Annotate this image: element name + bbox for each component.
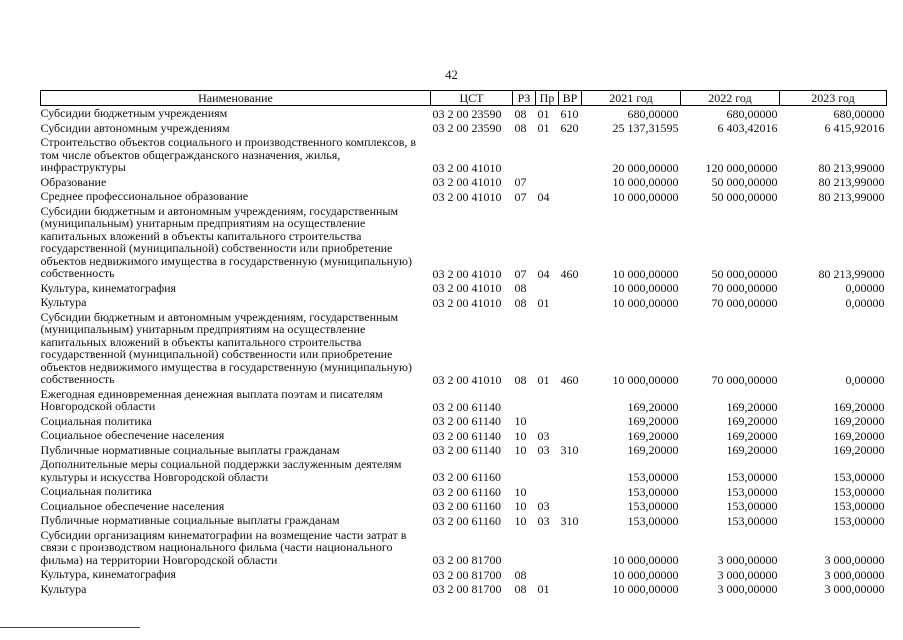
header-rz: РЗ [513, 91, 536, 106]
cell-y2021: 10 000,00000 [612, 189, 679, 204]
cell-rz: 08 [514, 567, 527, 582]
cell-y2023: 153,00000 [833, 470, 885, 484]
cell-vr: 460 [560, 266, 579, 281]
cell-y2022: 120 000,00000 [705, 160, 778, 175]
cell-y2023: 680,00000 [833, 106, 885, 121]
table-row [41, 567, 887, 582]
cell-csr: 03 2 00 23590 [432, 121, 502, 135]
cell-rz: 07 [514, 175, 527, 189]
table-row [41, 457, 887, 484]
table-row [41, 106, 887, 121]
cell-rz: 10 [514, 414, 527, 428]
cell-y2022: 169,20000 [726, 414, 778, 428]
page-number: 42 [445, 68, 458, 82]
cell-pr: 03 [537, 428, 550, 443]
cell-vr: 310 [560, 513, 579, 528]
cell-vr [559, 281, 582, 296]
cell-pr: 01 [537, 106, 550, 121]
cell-name: Субсидии организациям кинематографии на возмещение части затрат в связи с производством национального фильма (части национального фильма) на территории Новгородской области [40, 527, 407, 567]
cell-name: Социальная политика [40, 484, 152, 498]
cell-y2023: 0,00000 [845, 295, 885, 310]
cell-y2021: 10 000,00000 [612, 582, 679, 596]
budget-table [40, 90, 887, 596]
cell-pr [536, 528, 559, 568]
cell-name: Субсидии бюджетным и автономным учреждениям, государственным (муниципальным) унитарным предприятиям на осуществление капитальных вложений в объекты капитального строительства государственной (муниципальной) собственности или приобретение объектов недвижимого имущества в государственную (муниципальную) собственность [40, 309, 412, 386]
table-header-row [41, 91, 887, 106]
table-row [41, 310, 887, 387]
table-row [41, 414, 887, 429]
cell-name: Субсидии бюджетным и автономным учреждениям, государственным (муниципальным) унитарным предприятиям на осуществление капитальных вложений в объекты капитального строительства государственной (муниципальной) собственности или приобретение объектов недвижимого имущества в государственную (муниципальную) собственность [40, 203, 412, 280]
cell-y2022: 70 000,00000 [711, 295, 778, 310]
cell-vr [559, 135, 582, 175]
cell-y2022: 169,20000 [726, 428, 778, 443]
cell-csr: 03 2 00 61160 [432, 499, 502, 513]
cell-y2021: 169,20000 [627, 399, 679, 414]
cell-name: Культура [40, 581, 87, 596]
cell-rz: 07 [514, 189, 527, 204]
cell-y2023: 3 000,00000 [824, 567, 885, 582]
cell-vr [559, 295, 582, 310]
cell-name: Строительство объектов социального и производственного комплексов, в том числе объектов общегражданского назначения, жилья, инфраструктуры [40, 135, 417, 174]
cell-y2023: 80 213,99000 [818, 160, 885, 175]
cell-y2022: 153,00000 [726, 484, 778, 499]
cell-csr: 03 2 00 41010 [432, 295, 502, 310]
cell-vr: 460 [560, 372, 579, 387]
cell-pr: 04 [537, 266, 550, 281]
cell-name: Социальная политика [40, 413, 152, 428]
cell-rz: 08 [514, 372, 527, 387]
header-vr: ВР [559, 91, 582, 106]
cell-csr: 03 2 00 41010 [432, 372, 502, 387]
cell-pr [536, 457, 559, 484]
cell-vr: 610 [560, 106, 579, 121]
cell-rz: 08 [514, 121, 527, 135]
table-row [41, 135, 887, 175]
cell-csr: 03 2 00 41010 [432, 189, 502, 204]
cell-y2022: 680,00000 [726, 106, 778, 121]
cell-csr: 03 2 00 61160 [432, 484, 502, 499]
cell-name: Культура, кинематография [40, 280, 177, 295]
cell-rz [513, 387, 536, 414]
cell-y2023: 169,20000 [833, 399, 885, 414]
table-row [41, 484, 887, 499]
cell-pr [536, 567, 559, 582]
cell-csr: 03 2 00 41010 [432, 266, 502, 281]
table-row [41, 443, 887, 458]
cell-y2021: 25 137,31595 [612, 121, 679, 135]
table-row [41, 582, 887, 597]
cell-name: Социальное обеспечение населения [40, 428, 225, 442]
cell-rz: 08 [514, 281, 527, 295]
table-row [41, 189, 887, 204]
cell-name: Публичные нормативные социальные выплаты гражданам [40, 442, 340, 457]
cell-csr: 03 2 00 61160 [432, 513, 502, 528]
cell-name: Культура, кинематография [40, 567, 177, 581]
table-row [41, 121, 887, 136]
cell-pr: 01 [537, 295, 550, 310]
cell-y2023: 153,00000 [833, 513, 885, 528]
cell-pr: 03 [537, 513, 550, 528]
cell-y2022: 3 000,00000 [717, 582, 778, 596]
cell-y2022: 169,20000 [726, 443, 778, 457]
cell-y2021: 153,00000 [627, 499, 679, 513]
cell-vr [559, 428, 582, 443]
cell-csr: 03 2 00 61140 [432, 414, 502, 428]
cell-csr: 03 2 00 23590 [432, 106, 502, 121]
cell-y2022: 153,00000 [726, 499, 778, 513]
cell-vr [559, 189, 582, 204]
cell-vr [559, 567, 582, 582]
cell-csr: 03 2 00 81700 [432, 553, 502, 567]
cell-y2021: 169,20000 [627, 443, 679, 457]
cell-pr [536, 281, 559, 296]
cell-vr [559, 528, 582, 568]
cell-y2021: 153,00000 [627, 470, 679, 484]
table-body [41, 106, 887, 597]
cell-vr: 620 [560, 121, 579, 135]
cell-pr: 04 [537, 189, 550, 204]
header-2022: 2022 год [681, 91, 780, 106]
table-row [41, 204, 887, 281]
cell-rz: 10 [514, 428, 527, 443]
cell-vr [559, 175, 582, 190]
footer-divider [0, 627, 140, 628]
cell-vr [559, 387, 582, 414]
table-row [41, 528, 887, 568]
cell-y2021: 10 000,00000 [612, 567, 679, 582]
table-row [41, 428, 887, 443]
cell-y2023: 169,20000 [833, 414, 885, 428]
cell-rz: 10 [514, 499, 527, 513]
cell-name: Субсидии бюджетным учреждениям [40, 106, 228, 120]
cell-pr: 01 [537, 582, 550, 596]
cell-pr [536, 484, 559, 499]
cell-y2022: 3 000,00000 [717, 553, 778, 567]
cell-name: Дополнительные меры социальной поддержки заслуженным деятелям культуры и искусства Новгородской области [40, 457, 402, 484]
cell-y2022: 70 000,00000 [711, 281, 778, 295]
table-row [41, 499, 887, 514]
cell-y2023: 80 213,99000 [818, 175, 885, 189]
cell-y2021: 10 000,00000 [612, 553, 679, 567]
cell-rz: 08 [514, 582, 527, 596]
cell-y2021: 10 000,00000 [612, 175, 679, 189]
cell-pr: 01 [537, 121, 550, 135]
cell-y2023: 0,00000 [845, 372, 885, 387]
header-2023: 2023 год [780, 91, 887, 106]
cell-rz: 08 [514, 295, 527, 310]
cell-y2022: 70 000,00000 [711, 372, 778, 387]
cell-vr [559, 414, 582, 429]
cell-y2021: 169,20000 [627, 428, 679, 443]
table-row [41, 295, 887, 310]
cell-rz: 10 [514, 513, 527, 528]
cell-vr [559, 582, 582, 597]
cell-rz: 10 [514, 443, 527, 457]
cell-y2023: 80 213,99000 [818, 266, 885, 281]
cell-y2023: 3 000,00000 [824, 582, 885, 596]
cell-name: Среднее профессиональное образование [40, 189, 249, 203]
cell-y2023: 0,00000 [845, 281, 885, 295]
table-row [41, 387, 887, 414]
cell-y2022: 50 000,00000 [711, 175, 778, 189]
cell-name: Культура [40, 295, 87, 309]
cell-y2022: 153,00000 [726, 470, 778, 484]
cell-pr [536, 414, 559, 429]
cell-vr [559, 499, 582, 514]
cell-rz: 07 [514, 266, 527, 281]
cell-y2023: 169,20000 [833, 428, 885, 443]
cell-y2021: 10 000,00000 [612, 281, 679, 295]
cell-rz [513, 528, 536, 568]
cell-y2022: 50 000,00000 [711, 266, 778, 281]
cell-y2023: 6 415,92016 [824, 121, 885, 135]
cell-rz [513, 135, 536, 175]
cell-vr: 310 [560, 443, 579, 457]
cell-csr: 03 2 00 41010 [432, 160, 502, 175]
cell-csr: 03 2 00 41010 [432, 175, 502, 189]
cell-name: Образование [40, 174, 107, 189]
table-row [41, 513, 887, 528]
cell-csr: 03 2 00 61140 [432, 399, 502, 414]
cell-y2023: 80 213,99000 [818, 189, 885, 204]
cell-csr: 03 2 00 61140 [432, 428, 502, 443]
cell-name: Ежегодная единовременная денежная выплата поэтам и писателям Новгородской области [40, 386, 383, 413]
cell-y2022: 50 000,00000 [711, 189, 778, 204]
cell-y2021: 10 000,00000 [612, 295, 679, 310]
cell-y2021: 20 000,00000 [612, 160, 679, 175]
cell-pr: 03 [537, 443, 550, 457]
cell-name: Публичные нормативные социальные выплаты гражданам [40, 513, 340, 527]
cell-csr: 03 2 00 41010 [432, 281, 502, 295]
cell-pr: 03 [537, 499, 550, 513]
cell-y2023: 153,00000 [833, 484, 885, 499]
cell-vr [559, 457, 582, 484]
cell-vr [559, 484, 582, 499]
cell-y2023: 3 000,00000 [824, 553, 885, 567]
cell-rz: 08 [514, 106, 527, 121]
table-row [41, 175, 887, 190]
cell-csr: 03 2 00 81700 [432, 582, 502, 596]
cell-y2021: 153,00000 [627, 513, 679, 528]
header-2021: 2021 год [582, 91, 681, 106]
cell-y2021: 169,20000 [627, 414, 679, 428]
cell-y2023: 169,20000 [833, 443, 885, 457]
cell-y2021: 680,00000 [627, 106, 679, 121]
cell-pr [536, 387, 559, 414]
table-row [41, 281, 887, 296]
cell-rz: 10 [514, 484, 527, 499]
cell-csr: 03 2 00 61140 [432, 443, 502, 457]
cell-pr [536, 175, 559, 190]
cell-y2022: 3 000,00000 [717, 567, 778, 582]
cell-name: Социальное обеспечение населения [40, 498, 225, 513]
cell-y2021: 153,00000 [627, 484, 679, 499]
cell-y2022: 153,00000 [726, 513, 778, 528]
cell-y2023: 153,00000 [833, 499, 885, 513]
header-pr: Пр [536, 91, 559, 106]
cell-pr [536, 135, 559, 175]
header-csr: ЦСТ [431, 91, 513, 106]
cell-csr: 03 2 00 61160 [432, 470, 502, 484]
cell-y2021: 10 000,00000 [612, 372, 679, 387]
cell-y2022: 6 403,42016 [717, 121, 778, 135]
header-name: Наименование [41, 91, 431, 106]
cell-pr: 01 [537, 372, 550, 387]
cell-rz [513, 457, 536, 484]
cell-y2021: 10 000,00000 [612, 266, 679, 281]
cell-csr: 03 2 00 81700 [432, 567, 502, 582]
cell-y2022: 169,20000 [726, 399, 778, 414]
cell-name: Субсидии автономным учреждениям [40, 120, 230, 135]
